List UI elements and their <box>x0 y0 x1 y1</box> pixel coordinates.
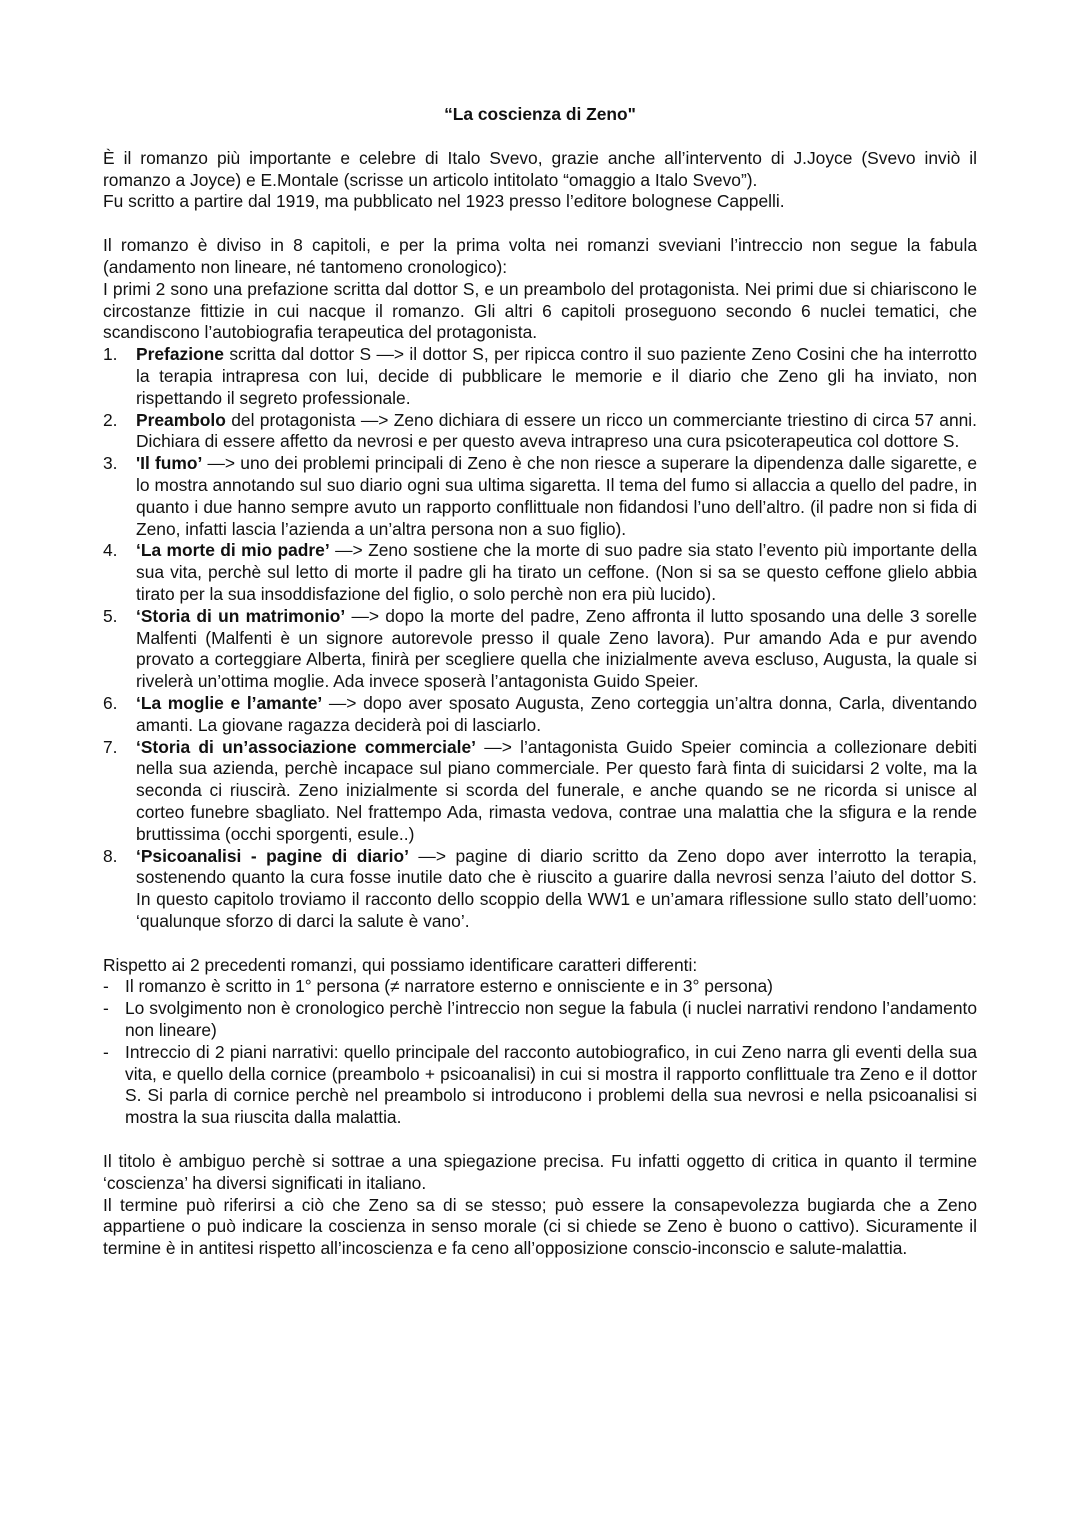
chapter-text: —> Zeno sostiene che la morte di suo padre sia stato l’evento più importante della sua vita, perchè sul letto di morte il padre gli ha tirato un ceffone. (Non si sa se questo ceffone glielo abbia tirato per la sua insoddisfazione del figlio, o solo perchè non era più lucido). <box>136 540 977 604</box>
chapter-number: 6. <box>103 692 118 713</box>
chapter-text: —> uno dei problemi principali di Zeno è che non riesce a superare la dipendenza dalle sigarette, e lo mostra annotando sul suo diario ogni sua ultima sigaretta. Il tema del fumo si allaccia a quello del padre, in quanto i due hanno sempre avuto un rapporto conflittuale non fidandosi l’uno dell’altro. (il padre non si fida di Zeno, infatti lascia l’azienda a un’altra persona non a suo figlio). <box>136 453 977 539</box>
structure-paragraph: Il romanzo è diviso in 8 capitoli, e per la prima volta nei romanzi sveviani l’intreccio non segue la fabula (andamento non lineare, né tantomeno cronologico): <box>103 235 977 277</box>
structure-detail-paragraph: I primi 2 sono una prefazione scritta dal dottor S, e un preambolo del protagonista. Nei primi due si chiariscono le circostanze fittizie in cui nacque il romanzo. Gli altri 6 capitoli proseguono secondo 6 nuclei tematici, che scandiscono l’autobiografia terapeutica del protagonista. <box>103 278 977 343</box>
intro-publication-paragraph: Fu scritto a partire dal 1919, ma pubblicato nel 1923 presso l’editore bolognese Cappelli. <box>103 191 785 212</box>
chapter-number: 2. <box>103 409 118 430</box>
chapter-text: scritta dal dottor S —> il dottor S, per ripicca contro il suo paziente Zeno Cosini che ha interrotto la terapia intrapresa con lui, decide di pubblicare le memorie e il diario che Zeno gli ha inviato, non rispettando il segreto professionale. <box>136 344 977 408</box>
chapter-title: ‘Storia di un’associazione commerciale’ <box>136 736 476 757</box>
chapter-item <box>103 693 977 737</box>
chapter-text: del protagonista —> Zeno dichiara di essere un ricco un commerciante triestino di circa 57 anni. Dichiara di essere affetto da nevrosi e per questo aveva intrapreso una cura psicoterapeutica col dottore S. <box>136 409 977 452</box>
spacer <box>103 1129 977 1151</box>
chapter-title: ‘La morte di mio padre’ <box>136 540 330 561</box>
term-meaning-paragraph: Il termine può riferirsi a ciò che Zeno sa di se stesso; può essere la consapevolezza bugiarda che a Zeno appartiene o può indicare la coscienza in senso morale (ci si chiede se Zeno è buono o cattivo). Sicuramente il termine è in antitesi rispetto all’incoscienza e fa ceno all’opposizione conscio-inconscio e salute-malattia. <box>103 1194 977 1259</box>
comparison-item <box>103 998 977 1042</box>
chapter-text: —> dopo la morte del padre, Zeno affronta il lutto sposando una delle 3 sorelle Malfenti (Malfenti è un signore autorevole presso il quale Zeno lavora). Pur amando Ada e pur avendo provato a corteggiare Alberta, finirà per scegliere quella che inizialmente aveva escluso, Augusta, la quale si rivelerà un’ottima moglie. Ada invece sposerà l’antagonista Guido Speier. <box>136 605 977 692</box>
comparison-list <box>103 976 977 1129</box>
chapters-list <box>103 344 977 933</box>
chapter-item <box>103 737 977 846</box>
comparison-item <box>103 976 977 998</box>
chapter-item <box>103 540 977 605</box>
chapter-text: —> pagine di diario scritto da Zeno dopo aver interrotto la terapia, sostenendo quanto la cura fosse inutile dato che è riuscito a guarire dalla nevrosi senza l’aiuto del dottor S. In questo capitolo troviamo il racconto dello scoppio della WW1 e un’amara riflessione sullo stato dell’uomo: ‘qualunque sforzo di darci la salute è vano’. <box>136 845 977 931</box>
chapter-number: 8. <box>103 845 118 866</box>
document-body <box>103 104 977 1260</box>
chapter-number: 4. <box>103 540 118 561</box>
dash-bullet: - <box>103 1041 109 1062</box>
spacer <box>103 213 977 235</box>
chapter-number: 7. <box>103 736 118 757</box>
dash-bullet: - <box>103 976 109 997</box>
chapter-title: ‘Storia di un matrimonio’ <box>136 605 346 626</box>
comparison-item-text: Intreccio di 2 piani narrativi: quello principale del racconto autobiografico, in cui Zeno narra gli eventi della sua vita, e quello della cornice (preambolo + psicoanalisi) in cui si mostra il rapporto conflittuale tra Zeno e il dottor S. Si parla di cornice perchè nel preambolo si introducono i problemi della sua nevrosi e nella psicoanalisi si mostra la sua riuscita dalla malattia. <box>125 1041 977 1128</box>
chapter-item <box>103 453 977 540</box>
chapter-number: 3. <box>103 453 118 474</box>
chapter-item <box>103 344 977 409</box>
chapter-number: 1. <box>103 344 118 365</box>
comparison-item-text: Lo svolgimento non è cronologico perchè l’intreccio non segue la fabula (i nuclei narrativi rendono l’andamento non lineare) <box>125 998 977 1041</box>
chapter-title: Preambolo <box>136 409 226 430</box>
comparison-item-text: Il romanzo è scritto in 1° persona (≠ narratore esterno e onnisciente e in 3° persona) <box>125 976 773 997</box>
chapter-title: ‘La moglie e l’amante’ <box>136 692 323 713</box>
intro-paragraph: È il romanzo più importante e celebre di Italo Svevo, grazie anche all’intervento di J.Joyce (Svevo inviò il romanzo a Joyce) e E.Montale (scrisse un articolo intitolato “omaggio a Italo Svevo”). <box>103 147 977 190</box>
chapter-title: ‘Psicoanalisi - pagine di diario’ <box>136 845 409 866</box>
document-title: “La coscienza di Zeno" <box>444 104 636 124</box>
dash-bullet: - <box>103 998 109 1019</box>
comparison-intro: Rispetto ai 2 precedenti romanzi, qui possiamo identificare caratteri differenti: <box>103 954 698 975</box>
chapter-title: Prefazione <box>136 344 224 365</box>
chapter-text: —> l’antagonista Guido Speier comincia a collezionare debiti nella sua azienda, perchè incapace sul piano commerciale. Per questo farà finta di suicidarsi 2 volte, ma la seconda ci riuscirà. Zeno inizialmente si scorda del funerale, e anche quando se ne ricorda si unisce al corteo funebre sbagliato. Nel frattempo Ada, rimasta vedova, contrae una malattia che la sfigura e la rende bruttissima (occhi sporgenti, esule..) <box>136 736 977 844</box>
chapter-title: 'Il fumo’ <box>136 453 203 474</box>
spacer <box>103 933 977 955</box>
chapter-text: —> dopo aver sposato Augusta, Zeno corteggia un’altra donna, Carla, diventando amanti. La giovane ragazza deciderà poi di lasciarlo. <box>136 692 977 735</box>
chapter-item <box>103 410 977 454</box>
chapter-item <box>103 606 977 693</box>
title-meaning-paragraph: Il titolo è ambiguo perchè si sottrae a una spiegazione precisa. Fu infatti oggetto di critica in quanto il termine ‘coscienza’ ha diversi significati in italiano. <box>103 1151 977 1193</box>
comparison-item <box>103 1042 977 1129</box>
chapter-number: 5. <box>103 605 118 626</box>
chapter-item <box>103 846 977 933</box>
